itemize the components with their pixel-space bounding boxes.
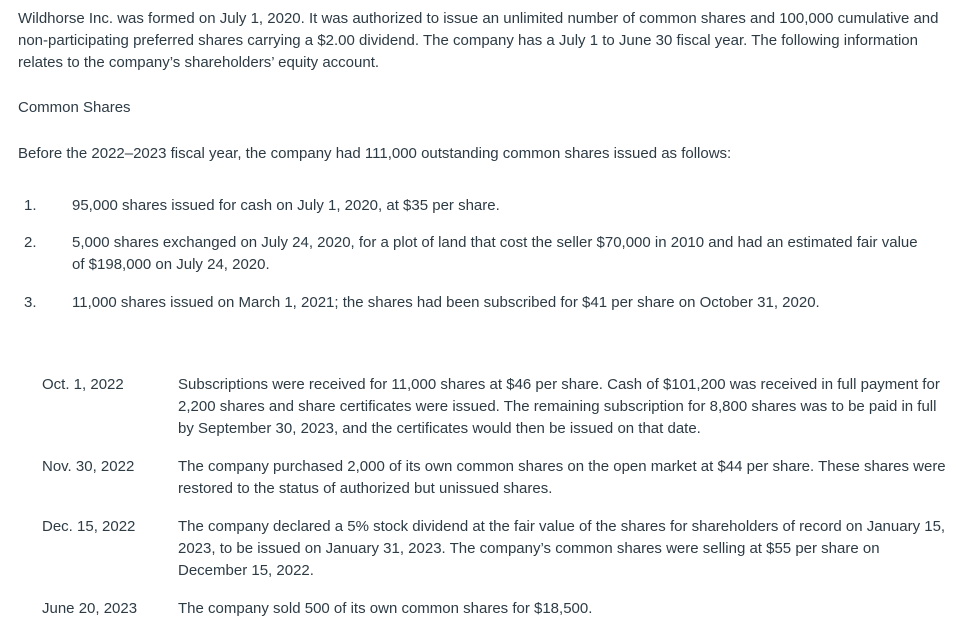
issuance-item bbox=[24, 232, 924, 276]
event-row bbox=[42, 456, 947, 500]
event-row bbox=[42, 516, 947, 582]
event-description: The company sold 500 of its own common shares for $18,500. bbox=[178, 600, 593, 617]
section-heading: Common Shares bbox=[18, 99, 131, 116]
issuance-number: 3. bbox=[24, 294, 37, 311]
before-paragraph: Before the 2022–2023 fiscal year, the company had 111,000 outstanding common shares issued as follows: bbox=[18, 145, 732, 162]
event-date: Oct. 1, 2022 bbox=[42, 376, 124, 393]
event-date: Dec. 15, 2022 bbox=[42, 518, 136, 535]
event-date: Nov. 30, 2022 bbox=[42, 458, 135, 475]
event-date: June 20, 2023 bbox=[42, 600, 138, 617]
event-row bbox=[42, 598, 947, 620]
issuance-text: 95,000 shares issued for cash on July 1, 2020, at $35 per share. bbox=[72, 197, 500, 214]
issuance-item bbox=[24, 292, 924, 314]
event-description: Subscriptions were received for 11,000 shares at $46 per share. Cash of $101,200 was received in full payment for 2,200 shares and share certificates were issued. The remaining subscription for 8,800 shares was to be paid in full by September 30, 2023, and the certificates would then be issued on that date. bbox=[178, 376, 940, 437]
issuance-item bbox=[24, 195, 924, 217]
issuance-number: 1. bbox=[24, 197, 37, 214]
issuance-text: 11,000 shares issued on March 1, 2021; the shares had been subscribed for $41 per share on October 31, 2020. bbox=[72, 294, 820, 311]
issuance-number: 2. bbox=[24, 234, 37, 251]
event-description: The company purchased 2,000 of its own common shares on the open market at $44 per share. These shares were restored to the status of authorized but unissued shares. bbox=[178, 458, 946, 497]
issuance-text: 5,000 shares exchanged on July 24, 2020, for a plot of land that cost the seller $70,000 in 2010 and had an estimated fair value of $198,000 on July 24, 2020. bbox=[72, 234, 918, 273]
intro-paragraph: Wildhorse Inc. was formed on July 1, 2020. It was authorized to issue an unlimited number of common shares and 100,000 cumulative and non-participating preferred shares carrying a $2.00 dividend. The company has a July 1 to June 30 fiscal year. The following information relates to the company’s shareholders’ equity account. bbox=[18, 10, 939, 71]
event-row bbox=[42, 374, 947, 440]
event-description: The company declared a 5% stock dividend at the fair value of the shares for shareholders of record on January 15, 2023, to be issued on January 31, 2023. The company’s common shares were selling at $55 per share on December 15, 2022. bbox=[178, 518, 946, 579]
